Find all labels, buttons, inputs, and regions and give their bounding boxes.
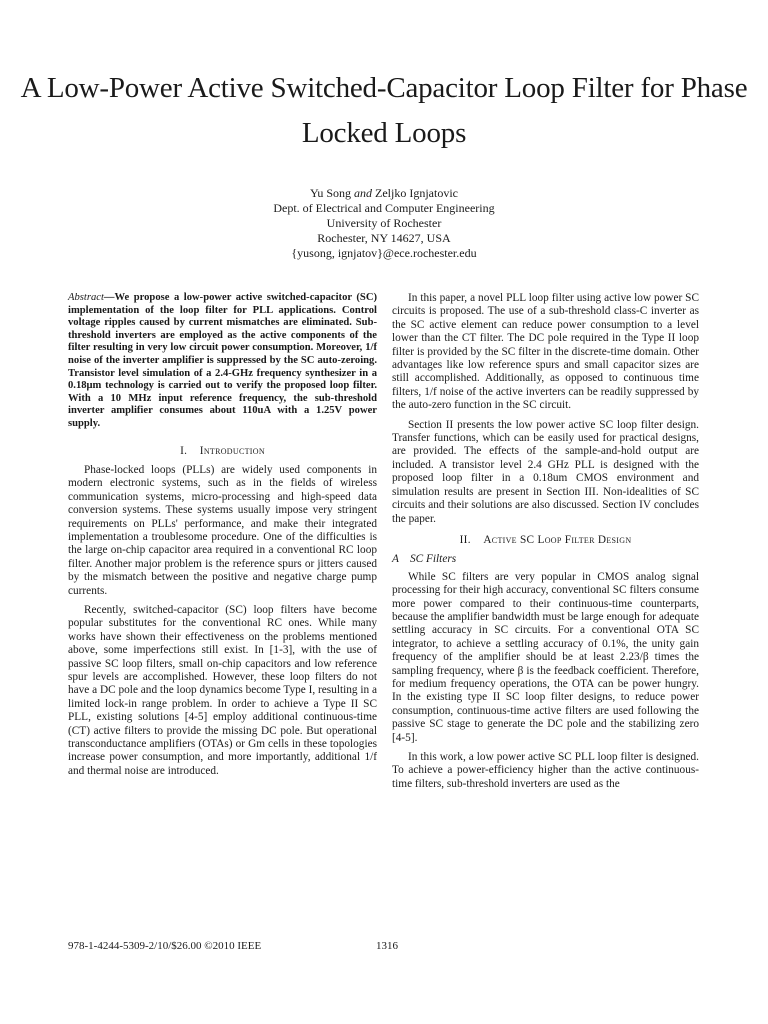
section-1-title: Introduction bbox=[199, 444, 265, 457]
author-dept: Dept. of Electrical and Computer Engineering bbox=[273, 201, 495, 215]
subsection-a-heading bbox=[392, 553, 699, 566]
section-2-title: Active SC Loop Filter Design bbox=[483, 533, 632, 546]
right-column bbox=[392, 292, 699, 797]
abstract bbox=[68, 292, 377, 431]
section-2-heading bbox=[392, 534, 699, 547]
copyright-notice: 978-1-4244-5309-2/10/$26.00 ©2010 IEEE bbox=[68, 940, 262, 952]
author-university: University of Rochester bbox=[326, 216, 442, 230]
left-column bbox=[68, 292, 377, 784]
abstract-text: —We propose a low-power active switched-capacitor (SC) implementation of the loop filter for PLL applications. Control voltage ripples caused by current mismatches are eliminated. Sub-threshold inverters are employed as the active components of the filter resulting in very low circuit power consumption. Moreover, 1/f noise of the inverter amplifier is suppressed by the SC auto-zeroing. Transistor level simulation of a 2.4-GHz frequency synthesizer in a 0.18μm technology is carried out to verify the proposed loop filter. With a 10 MHz input reference frequency, the sub-threshold inverter amplifier consumes about 110uA with a 1.25V power supply. bbox=[68, 292, 377, 429]
abstract-lead: Abstract bbox=[68, 292, 104, 303]
section-1-heading bbox=[68, 445, 377, 458]
author-email: {yusong, ignjatov}@ece.rochester.edu bbox=[291, 246, 477, 260]
author-names bbox=[20, 186, 748, 201]
intro-paragraph-2: Recently, switched-capacitor (SC) loop filters have become popular substitutes for the conventional RC ones. While many works have shown their effectiveness on the problems mentioned above, some imperfections still exist. In [1-3], with the use of passive SC loop filters, small on-chip capacitors and low reference spur levels are accomplished. However, these loop filters do not have a DC pole and the loop dynamics become Type I, resulting in a limited lock-in range problem. In order to achieve a Type II SC PLL, existing solutions [4-5] employ additional continuous-time (CT) active filters to provide the missing DC pole. But operational transconductance amplifiers (OTAs) or Gm cells in these topologies increase power consumption, and more importantly, additional 1/f and thermal noise are introduced. bbox=[68, 604, 377, 777]
intro-paragraph-3: In this paper, a novel PLL loop filter using active low power SC circuits is proposed. The use of a sub-threshold class-C inverter as the SC active element can reduce power consumption to a level lower than the CT filter. The DC pole required in the Type II loop filter is provided by the SC filter in the discrete-time domain. Other advantages like low reference spurs and small capacitor sizes are still accomplished. Additionally, as opposed to continuous time filters, 1/f noise of the active inverters can be readily suppressed by the auto-zero function in the SC circuit. bbox=[392, 292, 699, 412]
author-1: Yu Song bbox=[310, 186, 352, 200]
subsection-a-title: SC Filters bbox=[410, 553, 457, 566]
author-conjunction: and bbox=[354, 186, 373, 200]
author-location: Rochester, NY 14627, USA bbox=[317, 231, 451, 245]
intro-paragraph-4: Section II presents the low power active SC loop filter design. Transfer functions, which can be easily used for practical designs, are provided. The effects of the sample-and-hold output are included. A transistor level 2.4 GHz PLL is designed with the proposed loop filter in a 0.18um CMOS environment and simulation results are present in Section III. Non-idealities of SC circuits and their solutions are also discussed. Section IV concludes the paper. bbox=[392, 418, 699, 525]
author-2: Zeljko Ignjatovic bbox=[375, 186, 458, 200]
section-1-number: I. bbox=[180, 444, 188, 457]
author-block bbox=[20, 186, 748, 261]
section-2-number: II. bbox=[459, 533, 471, 546]
subsection-a-letter: A bbox=[392, 553, 399, 566]
page-number: 1316 bbox=[376, 940, 398, 952]
sc-filters-paragraph-1: While SC filters are very popular in CMOS analog signal processing for their high accuracy, conventional SC filters consume more power compared to their continuous-time counterparts, because the amplifier bandwidth must be large enough for adequate settling accuracy in SC circuits. For a conventional OTA SC integrator, to achieve a settling accuracy of 0.1%, the unity gain frequency of the amplifier should be at least 2.23/β times the sampling frequency, where β is the feedback coefficient. Therefore, for medium frequency operations, the OTA can be power hungry. In the existing type II SC loop filter designs, to reduce power consumption, continuous-time active filters are used following the passive SC stage to generate the DC pole and the stabilizing zero [4-5]. bbox=[392, 570, 699, 744]
paper-title: A Low-Power Active Switched-Capacitor Loop Filter for Phase Locked Loops bbox=[20, 72, 748, 149]
intro-paragraph-1: Phase-locked loops (PLLs) are widely used components in modern electronic systems, such as in the fields of wireless communication systems, micro-processing and high-speed data conversion systems. These systems usually impose very stringent requirements on PLLs' performance, and make their integrated implementation a troublesome procedure. One of the difficulties is the large on-chip capacitor area required in a conventional RC loop filter. Another major problem is the reference spurs or jitters caused by the mismatch between the positive and negative charge pump currents. bbox=[68, 463, 377, 597]
sc-filters-paragraph-2: In this work, a low power active SC PLL loop filter is designed. To achieve a power-efficiency higher than the active continuous-time filters, sub-threshold inverters are used as the bbox=[392, 751, 699, 790]
